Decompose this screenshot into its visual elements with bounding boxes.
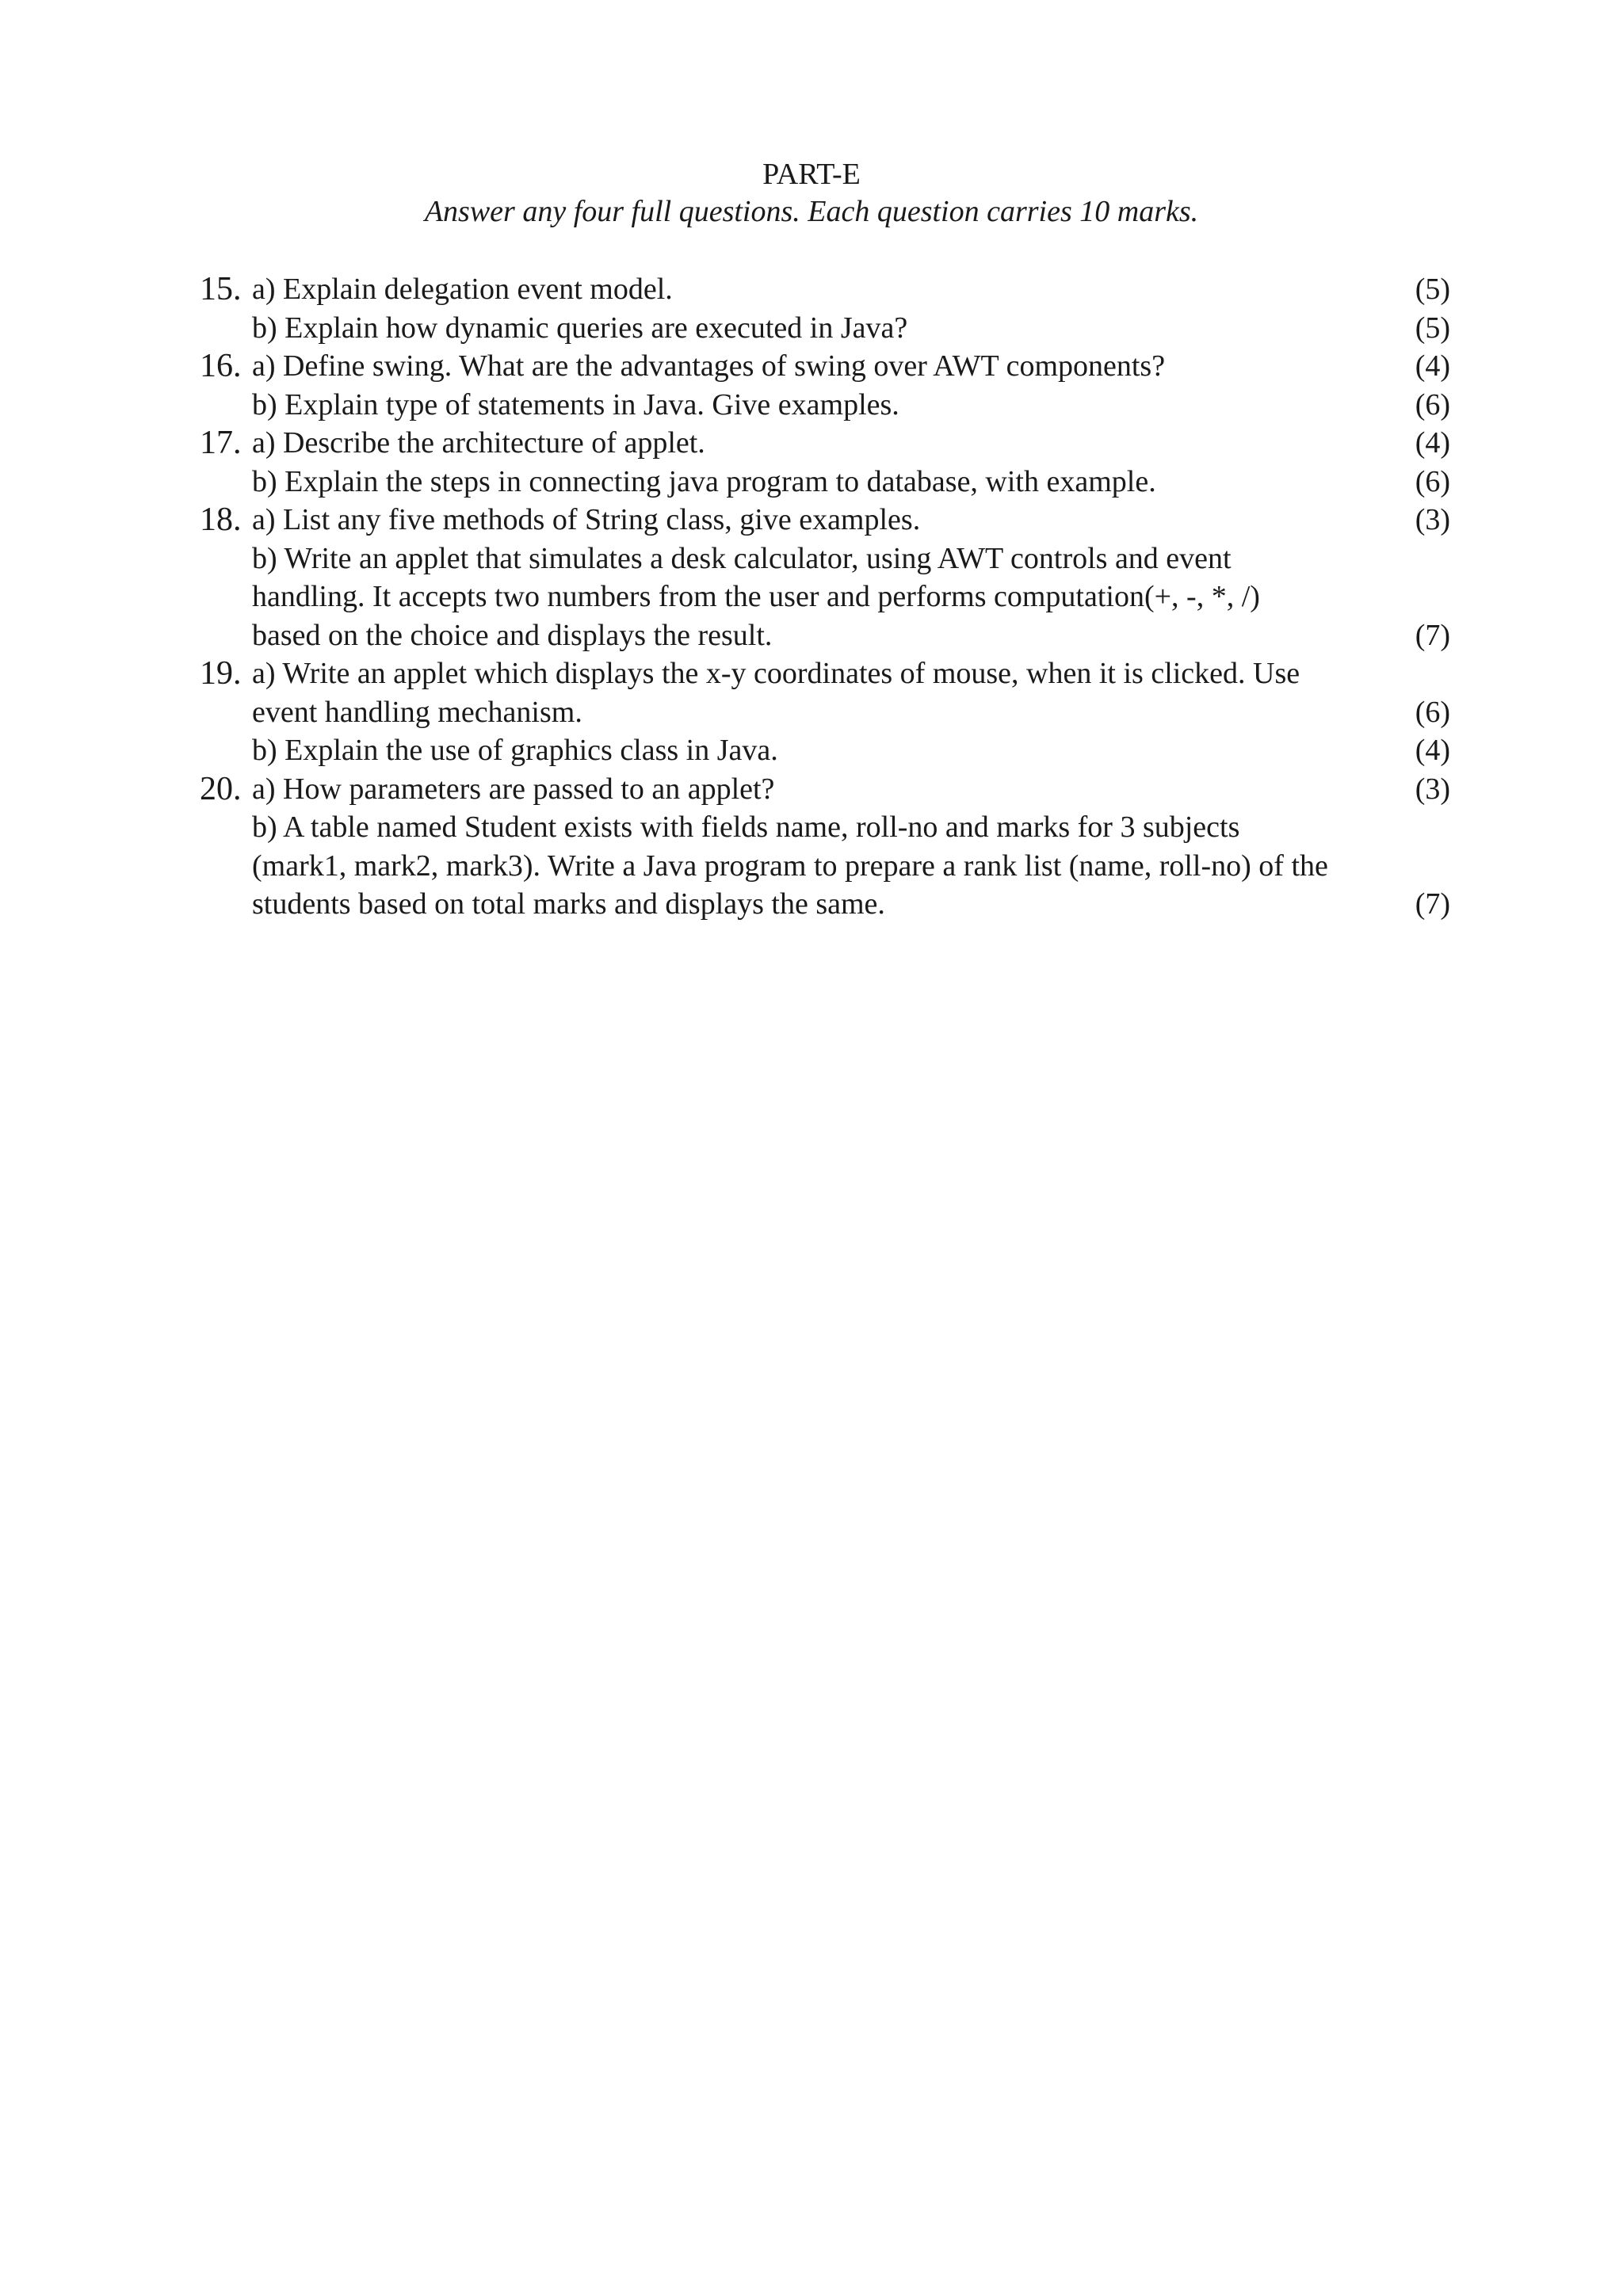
part-title: PART-E [762,158,861,191]
question-number: 19. [200,655,242,692]
marks-label: (4) [1415,426,1450,460]
question-number: 15. [200,271,242,307]
question-line [0,386,1623,425]
question-text: b) Explain the use of graphics class in Java. [252,734,778,767]
question-text: a) Write an applet which displays the x-y coordinates of mouse, when it is clicked. Use [252,657,1300,690]
question-2 [0,347,1623,424]
marks-label: (6) [1415,464,1450,498]
question-text: a) List any five methods of String class, give examples. [252,503,921,536]
question-text: a) Describe the architecture of applet. [252,426,705,460]
question-text: students based on total marks and displays the same. [252,887,885,921]
question-line [0,885,1623,924]
question-text: b) Explain how dynamic queries are executed in Java? [252,311,908,345]
question-line [0,501,1623,540]
question-line [0,616,1623,655]
instructions: Answer any four full questions. Each question carries 10 marks. [424,195,1199,228]
question-text: b) Explain type of statements in Java. Give examples. [252,387,899,421]
question-number: 17. [200,425,242,461]
question-text: a) Explain delegation event model. [252,273,673,306]
question-line [0,847,1623,886]
question-number: 20. [200,770,242,807]
question-line [0,770,1623,809]
question-number: 18. [200,502,242,538]
question-4 [0,501,1623,654]
question-list [0,270,1623,924]
marks-label: (7) [1415,887,1450,921]
question-text: handling. It accepts two numbers from the user and performs computation(+, -, *, /) [252,580,1260,613]
question-text: (mark1, mark2, mark3). Write a Java program to prepare a rank list (name, roll-no) of the [252,849,1328,883]
question-line [0,693,1623,732]
marks-label: (5) [1415,311,1450,345]
question-line [0,540,1623,578]
marks-label: (4) [1415,349,1450,383]
question-text: a) How parameters are passed to an applet? [252,772,775,806]
marks-label: (6) [1415,387,1450,421]
marks-label: (6) [1415,695,1450,729]
marks-label: (3) [1415,503,1450,536]
question-5 [0,654,1623,770]
question-text: b) A table named Student exists with fields name, roll-no and marks for 3 subjects [252,810,1240,844]
question-line [0,731,1623,770]
question-line [0,463,1623,502]
question-text: a) Define swing. What are the advantages of swing over AWT components? [252,349,1166,383]
question-text: based on the choice and displays the result. [252,618,773,652]
question-line [0,654,1623,693]
question-6 [0,770,1623,924]
question-number: 16. [200,348,242,384]
question-text: b) Write an applet that simulates a desk calculator, using AWT controls and event [252,541,1232,575]
question-text: event handling mechanism. [252,695,582,729]
marks-label: (5) [1415,273,1450,306]
question-text: b) Explain the steps in connecting java program to database, with example. [252,464,1156,498]
question-line [0,309,1623,348]
question-1 [0,270,1623,347]
question-line [0,578,1623,616]
question-3 [0,424,1623,501]
marks-label: (3) [1415,772,1450,806]
question-line [0,347,1623,386]
question-line [0,270,1623,309]
question-line [0,808,1623,847]
marks-label: (4) [1415,734,1450,767]
marks-label: (7) [1415,618,1450,652]
question-line [0,424,1623,463]
